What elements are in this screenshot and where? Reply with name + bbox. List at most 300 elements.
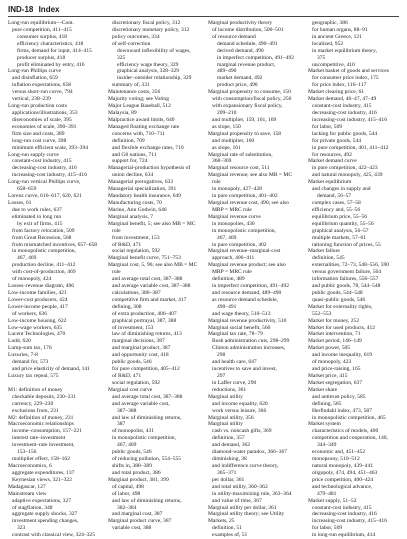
index-entry: Market equilibrium <box>308 179 352 186</box>
index-subentry: oligopoly, 474, 494, 451–463 <box>312 469 378 476</box>
index-subentry: from Great Recession, 568 <box>12 234 72 241</box>
index-entry: Lump-sum tax, 176 <box>8 345 52 352</box>
index-subentry: and demand, 362 <box>212 442 251 449</box>
index-subentry: examples of, 51 <box>212 532 248 539</box>
index-entry: Marginal revenue cost, 490; see also <box>208 199 289 206</box>
index-subentry: and price-raising, 165 <box>312 366 361 373</box>
index-subentry: social regulation, 592 <box>112 248 160 255</box>
index-subentry: from mismatched incentives, 657–658 <box>12 241 98 248</box>
index-subentry: increasing-cost industry, 415–416 <box>12 172 87 179</box>
index-subentry: and health care, 647 <box>212 359 257 366</box>
index-entry: Marginal revenue; see also MR = MC <box>208 172 293 179</box>
index-subentry: graphical analysis, 328–329 <box>117 68 180 75</box>
index-entry: Lower-cost producers, 424 <box>8 296 68 303</box>
index-subentry: 387 <box>117 421 126 428</box>
index-subentry: union decline, 634 <box>112 172 154 179</box>
index-subentry: and average total cost, 387–388 <box>112 393 183 400</box>
index-subentry: in monopoly, 427–428 <box>212 186 263 193</box>
index-subentry: for labor, 509 <box>312 525 343 532</box>
index-entry: Marginal cost curve <box>108 386 153 393</box>
index-entry: Market for used products, 412 <box>308 324 376 331</box>
index-entry: Market for externality rights, <box>308 303 373 310</box>
index-subentry: constant-cost industry, 415 <box>312 504 372 511</box>
index-subentry: 387–388 <box>117 407 137 414</box>
index-subentry: of monopoly, 423 <box>312 359 352 366</box>
index-entry: Maintenance costs, 356 <box>108 89 161 96</box>
index-entry: Macroeconomic relationships <box>8 421 74 428</box>
index-subentry: 344–349 <box>317 442 337 449</box>
index-subentry: 375 <box>317 54 326 61</box>
index-subentry: diseconomies of scale, 395 <box>12 116 72 123</box>
index-subentry: public goods, 546 <box>112 359 152 366</box>
index-subentry: 368–369 <box>212 158 232 165</box>
index-subentry: with consumption/fiscal policy, 250 <box>212 96 292 103</box>
index-entry: M1: definition of money <box>8 386 63 393</box>
index-entry: Marginal propensity to consume, 150 <box>208 89 291 96</box>
index-subentry: in pure competition, 422–423 <box>312 165 378 172</box>
index-subentry: natural monopoly, 439–441 <box>312 463 374 469</box>
index-subentry: of workers, 636 <box>12 310 47 317</box>
section-title: Index <box>38 5 60 14</box>
index-subentry: of monopoly, 424 <box>12 276 52 283</box>
index-subentry: public goods, 546 <box>112 449 152 456</box>
index-entry: Market basket of goods and services <box>308 68 389 75</box>
index-subentry: and flexible exchange rates, 710 <box>112 144 184 151</box>
index-subentry: aggregate expenditures, 137 <box>12 469 75 476</box>
index-subentry: 490–491 <box>217 303 237 310</box>
index-entry: Market for money, 252 <box>308 317 360 324</box>
index-entry: Marginal utility <box>208 421 243 428</box>
index-entry: Market power, 505 <box>308 345 351 352</box>
index-subentry: from investment, 153 <box>112 234 160 241</box>
index-subentry: and opportunity cost, 418 <box>112 352 169 359</box>
index-subentry: aggregate supply shocks, 327 <box>12 511 78 518</box>
index-subentry: decreasing-cost industry, 416 <box>312 109 377 116</box>
index-subentry: insider–outsider relationship, 329 <box>117 75 192 82</box>
index-entry: Market system <box>308 421 341 428</box>
index-subentry: firm size and costs, 389 <box>12 130 65 137</box>
index-subentry: MRP = MRC rule <box>212 269 252 276</box>
index-subentry: and marginal product, 387 <box>112 345 171 352</box>
index-subentry: and law of diminishing returns, <box>112 497 182 504</box>
index-subentry: investment spending changes, <box>12 518 79 525</box>
index-subentry: 479–481 <box>317 490 337 497</box>
index-subentry: long-run cost curve, 398 <box>12 137 67 144</box>
index-entry: Major League Baseball, 512 <box>108 103 171 110</box>
index-subentry: for labor, 509 <box>312 123 343 130</box>
index-subentry: equilibrium quantity, 55–56 <box>312 220 374 227</box>
index-subentry: reductions, 361 <box>212 386 247 393</box>
index-entry: Marginal rate of substitution, <box>208 151 273 158</box>
index-entry: Losses, 61 <box>8 199 32 206</box>
index-subentry: geographic, 386 <box>312 20 348 26</box>
index-entry: Marginal utility <box>208 393 243 400</box>
index-subentry: summary of, 331 <box>112 82 150 89</box>
index-subentry: increasing-cost industry, 415–416 <box>312 116 387 123</box>
index-subentry: and average variable cost, 387–388 <box>112 283 191 290</box>
index-entry: Marino, Ann Godwin, 646 <box>108 206 167 213</box>
index-subentry: from factory relocation, 509 <box>12 227 75 234</box>
index-subentry: versus government failure, 564 <box>312 269 382 276</box>
index-subentry: pure competition, 411–415 <box>12 26 72 33</box>
index-subentry: due to work rules, 637 <box>12 206 62 213</box>
index-subentry: 325 <box>117 54 126 61</box>
index-subentry: demand for, 573 <box>12 359 49 366</box>
index-entry: Lorenz curve, 616–617, 620, 621 <box>8 193 82 200</box>
index-subentry: interest rate–investment <box>12 435 66 442</box>
index-subentry: and average variable cost, <box>112 400 170 407</box>
index-subentry: variable cost, 388 <box>112 525 152 532</box>
index-subentry: checkable deposits, 230–231 <box>12 393 76 400</box>
index-subentry: and G8 nations, 711 <box>112 151 157 158</box>
index-entry: Market clearing price, 61 <box>308 89 365 96</box>
index-entry: Mandatory health insurance, 649 <box>108 193 182 200</box>
index-subentry: decreasing-cost industry, 416 <box>312 511 377 518</box>
index-subentry: localized, 952 <box>312 40 344 47</box>
index-subentry: and income equality, 620 <box>212 400 268 407</box>
index-subentry: of extra production, 406–407 <box>112 310 177 317</box>
index-entry: Manufacturing costs, 70 <box>108 199 162 206</box>
index-subentry: and multiplier, 160 <box>212 137 255 144</box>
index-entry: Markets, 25 <box>208 518 235 525</box>
index-subentry: in imperfect competition, 491–492 <box>217 54 295 61</box>
index-subentry: 365–371 <box>217 469 237 476</box>
index-entry: Low-wage workers, 635 <box>8 324 63 331</box>
index-subentry: 298 <box>217 352 226 359</box>
index-subentry: demand, 56–57 <box>317 193 352 200</box>
index-subentry: definition, 51 <box>212 525 242 532</box>
index-subentry: decreasing-cost industry, 416 <box>12 165 77 172</box>
index-entry: Managerial specialization, 391 <box>108 186 177 193</box>
index-subentry: firms, demand for input, 414–415 <box>17 47 92 54</box>
index-subentry: applications/illustrations, 353 <box>12 109 78 116</box>
index-subentry: 467, 469 <box>17 255 37 262</box>
index-entry: Managerial-production hypothesis of <box>108 165 191 172</box>
index-subentry: for human organs, 88–91 <box>312 26 368 33</box>
index-subentry: profit eliminated by entry, 416 <box>17 61 85 68</box>
index-subentry: quasi-public goods, 546 <box>312 296 366 303</box>
index-subentry: public goods, 544–548 <box>312 289 363 296</box>
index-subentry: for pure competition, 405–412 <box>112 366 180 373</box>
index-entry: Ludd, 620 <box>8 338 31 345</box>
index-entry: Marginal utility, 356 <box>208 414 254 421</box>
index-subentry: in monopolistic competition, <box>112 435 176 442</box>
index-columns <box>8 20 404 539</box>
index-entry: Marginal revenue–marginal-cost <box>208 248 281 255</box>
index-subentry: social regulation, 592 <box>112 379 160 386</box>
index-entry: Mainstream view <box>8 490 47 497</box>
index-subentry: and price elasticity of demand, 141 <box>12 366 90 373</box>
index-entry: Marginal social benefit, 560 <box>208 324 271 331</box>
index-subentry: cash vs. noncash gifts, 369 <box>212 428 272 435</box>
index-entry: Long-run production costs <box>8 103 67 110</box>
index-subentry: contrast with classical view, 324–325 <box>12 532 95 539</box>
index-subentry: rule <box>112 269 121 276</box>
index-entry: Marginal product curve, 387 <box>108 518 172 525</box>
index-subentry: uncompetitive, 410 <box>312 61 355 68</box>
index-subentry: 489–490 <box>217 68 237 75</box>
index-subentry: incentives to save and invest, <box>212 366 277 373</box>
index-subentry: Keynesian views, 321–322 <box>12 476 72 483</box>
index-entry: Market price, 415 <box>308 373 348 380</box>
index-entry: Long-run vertical Phillips curve, <box>8 179 81 186</box>
index-entry: Market period, 146–149 <box>308 338 362 345</box>
index-subentry: in pure competition, 401–402 <box>212 193 278 200</box>
index-subentry: and resource demand, 489–490 <box>212 289 282 296</box>
index-subentry: complex cases, 57–58 <box>312 199 361 206</box>
index-subentry: multiplier effect, 158–162 <box>12 456 70 463</box>
index-entry: Market share <box>308 386 338 393</box>
index-subentry: for private goods, 544 <box>312 137 361 144</box>
index-subentry: defining, 585 <box>312 400 342 407</box>
index-subentry: minimum efficient scale, 393–394 <box>12 144 88 151</box>
index-subentry: Bush administration cuts, 298–299 <box>212 338 290 345</box>
index-column-1 <box>8 20 104 539</box>
index-subentry: and total product, 386 <box>112 469 161 476</box>
index-subentry: and law of diminishing returns, <box>112 414 182 421</box>
index-entry: Marginal utility per dollar, 361 <box>208 504 277 511</box>
index-entry: Macroeconomics, 6 <box>8 463 52 469</box>
index-subentry: product price, 490 <box>217 82 258 89</box>
index-subentry: and indifference curve theory, <box>212 463 279 469</box>
index-subentry: of stagflation, 348 <box>12 504 53 511</box>
index-subentry: discretionary monetary policy, 312 <box>112 26 190 33</box>
index-subentry: defining, 308 <box>112 303 142 310</box>
index-subentry: in monopolistic competition, <box>12 248 76 255</box>
index-subentry: for consumer price index, 175 <box>312 75 379 82</box>
page-number: IND-18 <box>8 5 34 14</box>
index-subentry: and public goods, 78, 544–548 <box>312 283 381 290</box>
index-subentry: economies of scale, 390–391 <box>12 123 77 130</box>
index-subentry: and average total cost, 387–388 <box>112 276 183 283</box>
index-subentry: investment–rate investment, <box>12 442 75 449</box>
index-entry: Luxuries, 7-8 <box>8 352 38 359</box>
index-subentry: and changes in supply and <box>312 186 371 193</box>
index-subentry: with expansionary fiscal policy, <box>212 103 283 110</box>
index-subentry: producer surplus, 418 <box>17 54 66 61</box>
index-subentry: rule <box>112 227 121 234</box>
index-subentry: concerns with, 710–711 <box>112 130 165 137</box>
index-subentry: price competition, 400–424 <box>312 476 374 483</box>
index-subentry: 658–659 <box>17 186 37 193</box>
index-subentry: diminishing, 38 <box>212 456 247 463</box>
index-subentry: increasing-cost industry, 415–416 <box>312 518 387 525</box>
index-entry: Low-income housing, 622 <box>8 317 67 324</box>
index-subentry: in pure competition, 401, 411–412 <box>312 144 389 151</box>
index-subentry: consumer surplus, 418 <box>17 33 68 40</box>
index-subentry: in pure competition, 402 <box>212 241 267 248</box>
index-subentry: for price index, 116–117 <box>312 82 367 89</box>
index-subentry: information failures, 556–557 <box>312 276 379 283</box>
index-subentry: income–consumption, 157–221 <box>12 428 82 435</box>
index-subentry: and multiplier, 159, 161, 169 <box>212 116 277 123</box>
index-entry: Marginal resource cost, 511 <box>208 165 270 172</box>
index-subentry: definition, 709 <box>112 137 145 144</box>
header-rule <box>8 16 399 17</box>
index-subentry: vertical, 238–239 <box>12 96 51 103</box>
index-entry: Marginal analysis, 7 <box>108 213 154 220</box>
index-subentry: eliminated in long run <box>12 213 62 220</box>
index-subentry: 552–553 <box>312 310 332 317</box>
index-entry: Marginal propensity to save, 158 <box>208 130 282 137</box>
index-entry: Marginal utility theory; see Utility <box>208 511 285 518</box>
index-subentry: characteristics of models, 400 <box>312 428 379 435</box>
index-entry: Market supply, 51–52 <box>308 497 357 504</box>
index-subentry: inflation expectations, 658 <box>12 82 71 89</box>
index-entry: Marginal revenue product; see also <box>208 262 286 269</box>
index-subentry: 323 <box>17 525 26 532</box>
index-subentry: in utility-maximizing rule, 363–364 <box>212 490 292 497</box>
index-subentry: as slope, 161 <box>212 144 241 151</box>
index-subentry: by exit of firms, 415 <box>17 220 63 227</box>
index-column-4 <box>308 20 404 539</box>
index-subentry: and disinflation, 659 <box>12 75 58 82</box>
index-subentry: of labor, 498 <box>112 490 141 497</box>
index-entry: Long-run supply curve <box>8 151 59 158</box>
index-subentry: of R&D, 471 <box>112 241 142 248</box>
index-entry <box>8 380 104 387</box>
index-subentry: rule <box>212 179 221 186</box>
index-subentry: in monopolies, 430 <box>212 220 255 227</box>
index-subentry: Clinton administration increases, <box>212 345 286 352</box>
index-entry: Long-run Phillips curve <box>8 68 61 75</box>
index-subentry: discretionary fiscal policy, 312 <box>112 20 181 26</box>
index-subentry: competition and cooperation, 140, <box>312 435 388 442</box>
index-subentry: 382–384 <box>117 504 137 511</box>
index-entry: Market failure <box>308 248 340 255</box>
index-subentry: constant-cost industry, 415 <box>312 103 372 110</box>
index-entry: Low-income families, 421 <box>8 289 67 296</box>
index-subentry: rationing function of prices, 55 <box>312 241 381 248</box>
index-entry: Long-run equilibrium—Cont. <box>8 20 74 26</box>
index-subentry: in long-run equilibrium, 414 <box>312 532 376 539</box>
index-subentry: exclusions from, 231 <box>12 407 59 414</box>
index-subentry: of R&D, 471 <box>112 373 142 380</box>
index-subentry: of capital, 498 <box>112 483 144 490</box>
index-subentry: policy outcomes, 334 <box>112 33 160 40</box>
index-entry: Marginal revenue curve <box>208 213 261 220</box>
index-entry: Market segregation, 637 <box>308 379 363 386</box>
index-subentry: multiple markets, 57–61 <box>312 234 367 241</box>
index-entry: Market demand, 46–47, 47–49 <box>308 96 377 103</box>
index-entry: Lower-income people, 417 <box>8 303 68 310</box>
index-entry: Managed floating exchange rate <box>108 123 180 130</box>
index-subentry: approach, 406–411 <box>212 255 255 262</box>
index-subentry: of income distribution, 500–501 <box>212 26 284 33</box>
index-subentry: in monopolistic competition, <box>212 227 276 234</box>
index-subentry: of resource demand <box>212 33 256 40</box>
index-subentry: versus short-run curve, 794 <box>12 89 73 96</box>
index-subentry: derived demand, 490 <box>217 47 264 54</box>
index-subentry: demand schedule, 490–491 <box>217 40 278 47</box>
index-subentry: in imperfect competition, 491–492 <box>212 283 290 290</box>
index-subentry: Herfindahl index, 473, 587 <box>312 407 372 414</box>
index-subentry: definition, 489 <box>212 276 245 283</box>
index-subentry: and total utility, 360–362 <box>212 483 268 490</box>
index-subentry: with cost-of-production, 469 <box>12 269 76 276</box>
index-subentry: in monopolistic competition, 465 <box>312 414 386 421</box>
index-entry: Malpractice award limits, 640 <box>108 116 175 123</box>
index-subentry: efficiency and, 55–56 <box>312 206 361 213</box>
index-subentry: production decline, 411–412 <box>12 262 76 269</box>
index-entry: Majority voting; see Voting <box>108 96 169 103</box>
index-subentry: competitive firm and market, 417 <box>112 296 187 303</box>
index-subentry: and wage theory, 510–513 <box>212 310 271 317</box>
index-subentry: as resource demand schedule, <box>212 296 278 303</box>
index-subentry: as slope, 150 <box>212 123 241 130</box>
index-subentry: efficiency wage theory, 329 <box>117 61 179 68</box>
index-subentry: adaptive expectations, 327 <box>12 497 71 504</box>
index-entry: Marginal revenue productivity, 510 <box>208 317 287 324</box>
index-subentry: in Laffer curve, 290 <box>212 379 257 386</box>
index-subentry: 153–156 <box>17 449 37 456</box>
index-subentry: MRP = MRC rule <box>212 206 252 213</box>
index-subentry: calculations, 386–387 <box>112 289 161 296</box>
index-entry: Marginal cost, 5, 96; see also MB = MC <box>108 262 198 269</box>
index-subentry: graphical portrayal, 387, 388 <box>112 317 177 324</box>
index-subentry: and antitrust policy, 585 <box>312 393 366 400</box>
index-subentry: work versus leisure, 366 <box>212 407 267 414</box>
index-column-3 <box>208 20 304 539</box>
index-entry: Marginal product, 381, 399 <box>108 476 169 483</box>
index-entry: Marginal tax rate, 78–79 <box>208 331 263 338</box>
index-subentry: 297 <box>217 373 226 380</box>
index-subentry: of self-correction <box>112 40 151 47</box>
index-subentry: 467, 469 <box>117 442 137 449</box>
index-subentry: marginal decisions, 387 <box>112 338 165 345</box>
index-entry: Luxury tax repeal, 575 <box>8 373 59 380</box>
index-entry: Marginal benefit, 5; see also MB = MC <box>108 220 196 227</box>
index-entry: Losses–revenue diagram, 406 <box>8 283 75 290</box>
index-subentry: efficiency characteristics, 418 <box>17 40 84 47</box>
index-entry: Market intervention, 71 <box>308 331 361 338</box>
index-subentry: equilibrium price, 55–56 <box>312 213 367 220</box>
index-subentry: externalities, 72–73, 548–556, 590 <box>312 262 390 269</box>
index-subentry: in ancient Greece, 121 <box>312 33 362 40</box>
index-entry: Market demand curve <box>308 158 357 165</box>
index-subentry: per dollar, 361 <box>212 476 245 483</box>
index-subentry: in market equilibrium theory, <box>312 47 377 54</box>
index-subentry: economic and, 451–452 <box>312 449 366 456</box>
index-subentry: law of diminishing returns, 413 <box>112 331 182 338</box>
index-subentry: 467, 469 <box>217 234 237 241</box>
index-entry: Marginal productivity theory <box>208 20 273 26</box>
index-entry: M2: definition of money, 231 <box>8 414 74 421</box>
index-subentry: currency, 229–230 <box>12 400 54 407</box>
index-entry: Madagascar, 127 <box>8 483 46 490</box>
index-subentry: downward inflexibility of wages, <box>117 47 191 54</box>
index-subentry: and marginal cost, 387 <box>112 511 163 518</box>
index-entry: Lucent Technologies, 470 <box>8 331 66 338</box>
index-subentry: lacking for public goods, 544 <box>312 130 378 137</box>
index-subentry: and natural monopoly, 425, 439 <box>312 172 383 179</box>
index-subentry: of reducing pollution, 554–555 <box>112 456 182 463</box>
index-column-2 <box>108 20 204 532</box>
index-subentry: constant-cost industry, 415 <box>12 158 72 165</box>
index-subentry: and income inequality, 619 <box>312 352 373 359</box>
index-subentry: of investment, 153 <box>112 324 154 331</box>
index-subentry: marginal revenue product, <box>217 61 276 68</box>
index-entry: Managerial prerogatives, 633 <box>108 179 174 186</box>
index-subentry: monopsony, 510–512 <box>312 456 360 463</box>
index-subentry: and value of time, 367 <box>212 497 262 504</box>
index-subentry: diamond-water paradox, 366–367 <box>212 449 288 456</box>
index-entry: Malaysia, 89 <box>108 109 137 116</box>
index-subentry: of monopolist, 431 <box>112 428 155 435</box>
index-subentry: for resources, 492 <box>312 151 352 158</box>
index-subentry: support for, 724 <box>112 158 148 165</box>
index-subentry: and technological advance, <box>312 483 373 490</box>
